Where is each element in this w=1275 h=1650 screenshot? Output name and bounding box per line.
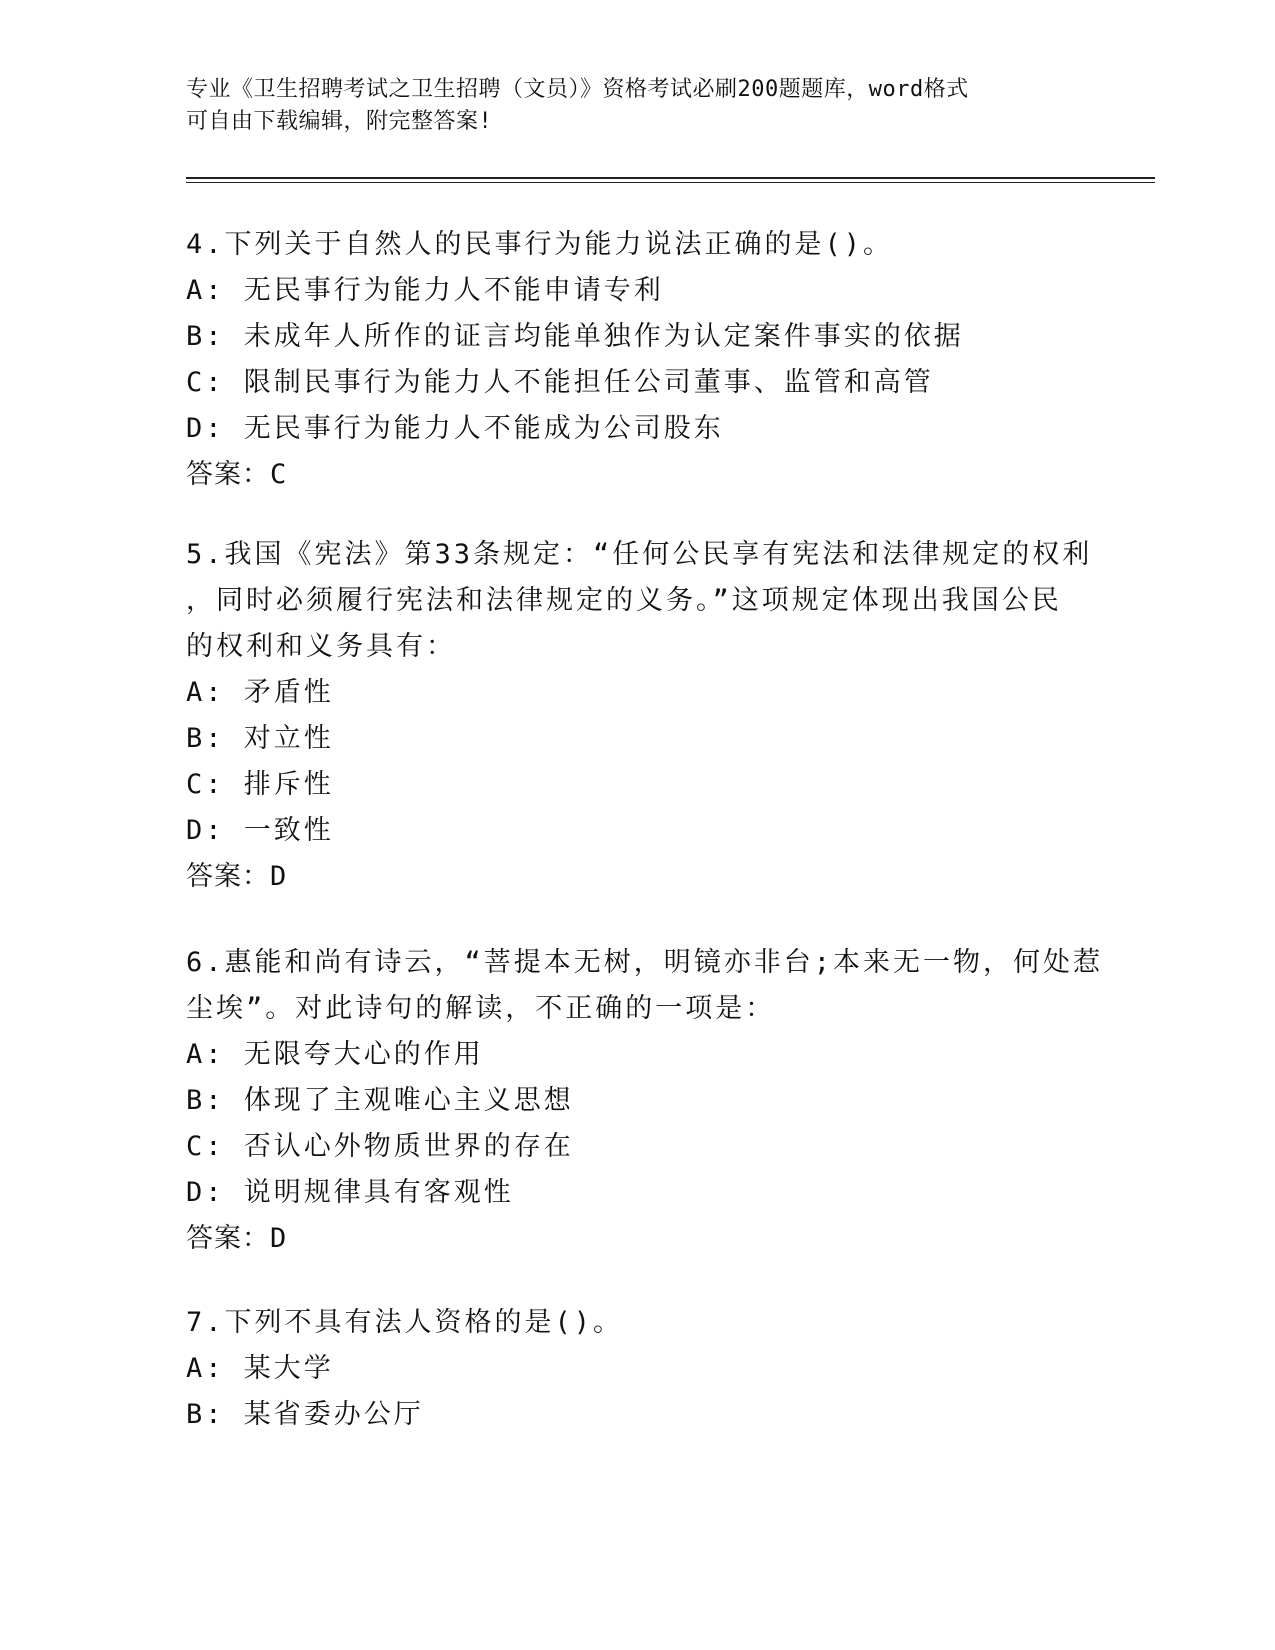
option-b: B: 未成年人所作的证言均能单独作为认定案件事实的依据 bbox=[186, 321, 964, 352]
question-stem: 4.下列关于自然人的民事行为能力说法正确的是()。 bbox=[186, 229, 894, 260]
option-a: A: 某大学 bbox=[186, 1353, 334, 1384]
question-stem: 的权利和义务具有： bbox=[186, 631, 456, 662]
answer-line bbox=[186, 854, 1086, 900]
answer-line bbox=[186, 1216, 1086, 1262]
option-a: A: 无限夸大心的作用 bbox=[186, 1039, 484, 1070]
question-5 bbox=[186, 532, 1093, 900]
header-line-1: 专业《卫生招聘考试之卫生招聘（文员）》资格考试必刷200题题库，word格式 bbox=[186, 77, 969, 102]
option-d: D: 无民事行为能力人不能成为公司股东 bbox=[186, 413, 724, 444]
option-d: D: 一致性 bbox=[186, 815, 334, 846]
option-b: B: 对立性 bbox=[186, 723, 334, 754]
header-divider-thick bbox=[186, 177, 1155, 179]
option-b: B: 体现了主观唯心主义思想 bbox=[186, 1085, 574, 1116]
answer-value: D bbox=[270, 1223, 288, 1254]
option-c: C: 排斥性 bbox=[186, 769, 334, 800]
option-c: C: 否认心外物质世界的存在 bbox=[186, 1131, 574, 1162]
header-divider-thin bbox=[186, 182, 1155, 183]
answer-value: C bbox=[270, 459, 288, 490]
question-stem: 5.我国《宪法》第33条规定：“任何公民享有宪法和法律规定的权利 bbox=[186, 539, 1093, 570]
question-4 bbox=[186, 222, 1086, 498]
header-line-2: 可自由下载编辑，附完整答案! bbox=[186, 109, 493, 134]
answer-label: 答案： bbox=[186, 861, 270, 892]
question-6 bbox=[186, 940, 1104, 1262]
option-c: C: 限制民事行为能力人不能担任公司董事、监管和高管 bbox=[186, 367, 934, 398]
document-header bbox=[186, 74, 1066, 138]
question-stem: 7.下列不具有法人资格的是()。 bbox=[186, 1307, 624, 1338]
option-b: B: 某省委办公厅 bbox=[186, 1399, 424, 1430]
question-stem: 尘埃”。对此诗句的解读，不正确的一项是： bbox=[186, 993, 776, 1024]
answer-value: D bbox=[270, 861, 288, 892]
answer-label: 答案： bbox=[186, 459, 270, 490]
answer-label: 答案： bbox=[186, 1223, 270, 1254]
question-7 bbox=[186, 1300, 1086, 1438]
question-stem: 6.惠能和尚有诗云，“菩提本无树，明镜亦非台;本来无一物，何处惹 bbox=[186, 947, 1104, 978]
answer-line bbox=[186, 452, 1086, 498]
option-a: A: 无民事行为能力人不能申请专利 bbox=[186, 275, 664, 306]
question-stem: ，同时必须履行宪法和法律规定的义务。”这项规定体现出我国公民 bbox=[186, 585, 1062, 616]
option-d: D: 说明规律具有客观性 bbox=[186, 1177, 514, 1208]
option-a: A: 矛盾性 bbox=[186, 677, 334, 708]
